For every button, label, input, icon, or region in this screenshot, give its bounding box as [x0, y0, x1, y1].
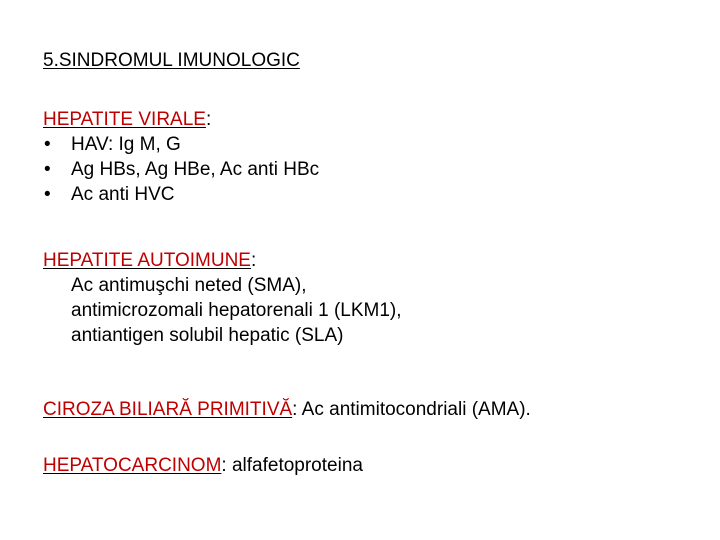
autoimune-line: antimicrozomali hepatorenali 1 (LKM1), [71, 300, 402, 321]
slide-content [43, 48, 700, 476]
hepatocarcinom-text: : alfafetoproteina [221, 455, 363, 476]
section-hepatite-virale [43, 107, 319, 207]
heading-ciroza-biliara: CIROZA BILIARĂ PRIMITIVĂ [43, 399, 293, 420]
list-item-text: Ag HBs, Ag HBe, Ac anti HBc [71, 159, 320, 180]
section-hepatite-autoimune [43, 248, 402, 348]
heading-line-virale [43, 107, 319, 132]
list-item-text: HAV: Ig M, G [71, 134, 181, 155]
autoimune-line: Ac antimuşchi neted (SMA), [71, 275, 307, 296]
section-ciroza-biliara [43, 397, 531, 422]
section-hepatocarcinom [43, 453, 363, 478]
list-item [43, 157, 319, 182]
hepatocarcinom-line [43, 453, 363, 478]
list-item [43, 132, 319, 157]
autoimune-line: antiantigen solubil hepatic (SLA) [71, 325, 344, 346]
heading-line-autoimune [43, 248, 402, 273]
ciroza-line [43, 397, 531, 422]
bullet-icon: • [44, 184, 51, 205]
heading-hepatite-autoimune: HEPATITE AUTOIMUNE [43, 250, 251, 271]
list-item [43, 182, 319, 207]
bullet-icon: • [44, 159, 51, 180]
heading-colon: : [250, 250, 257, 271]
ciroza-text: : Ac antimitocondriali (AMA). [292, 399, 531, 420]
list-item-text: Ac anti HVC [71, 184, 175, 205]
slide-title: 5.SINDROMUL IMUNOLOGIC [43, 50, 300, 71]
heading-hepatocarcinom: HEPATOCARCINOM [43, 455, 222, 476]
heading-hepatite-virale: HEPATITE VIRALE [43, 109, 206, 130]
heading-colon: : [205, 109, 212, 130]
bullet-icon: • [44, 134, 51, 155]
